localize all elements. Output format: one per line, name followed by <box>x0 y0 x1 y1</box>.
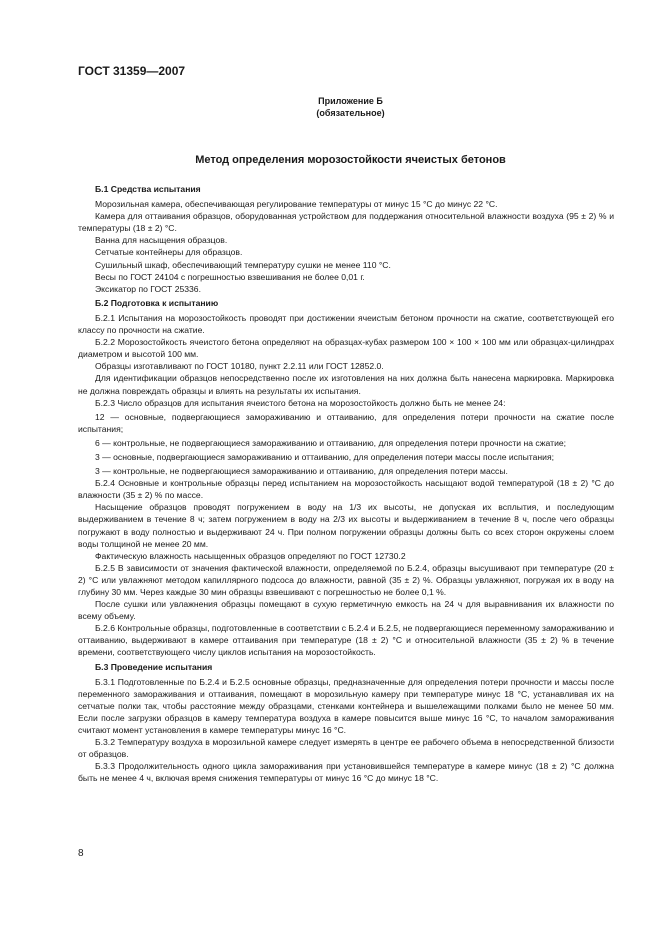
standard-header: ГОСТ 31359—2007 <box>78 64 186 78</box>
paragraph: 3 — контрольные, не подвергающиеся замораживанию и оттаиванию, для определения потери массы. <box>95 466 508 477</box>
section-heading: Б.1 Средства испытания <box>95 184 201 194</box>
paragraph: Б.2.2 Морозостойкость ячеистого бетона определяют на образцах-кубах размером 100 × 100 × 100 мм или образцах-цилиндрах диаметром и высотой 100 мм. <box>78 337 614 360</box>
paragraph: Б.2.5 В зависимости от значения фактической влажности, определяемой по Б.2.4, образцы высушивают при температуре (20 ± 2) °С или увлажняют методом капиллярного подсоса до влажности, равной (35 ± 2) %. Образцы увлажняют, погружая их в воду на глубину 30 мм. Через каждые 30 мин образцы взвешивают с погрешностью не более 0,1 %. <box>78 562 614 597</box>
page-title: Метод определения морозостойкости ячеистых бетонов <box>195 154 506 166</box>
section-heading: Б.2 Подготовка к испытанию <box>95 297 219 308</box>
paragraph: Б.3.1 Подготовленные по Б.2.4 и Б.2.5 основные образцы, предназначенные для определения потери прочности и массы после переменного замораживания и оттаивания, помещают в морозильную камеру при температуре минус 18 °С, устанавливая их на сетчатые полки так, чтобы расстояние между образцами, стенками контейнера и вышележащими полками было не менее 50 мм. Если после загрузки образцов в камеру температура воздуха в камере повысится выше минус 16 °С, то началом замораживания считают момент установления в камере температуры минус 16 °С. <box>78 676 614 736</box>
paragraph: Весы по ГОСТ 24104 с погрешностью взвешивания не более 0,01 г. <box>95 271 365 282</box>
appendix-label: Приложение Б <box>318 96 383 106</box>
paragraph: Морозильная камера, обеспечивающая регулирование температуры от минус 15 °С до минус 22 °С. <box>95 199 498 210</box>
section-heading: Б.3 Проведение испытания <box>95 661 213 672</box>
paragraph: Сушильный шкаф, обеспечивающий температуру сушки не менее 110 °С. <box>95 259 391 270</box>
paragraph: Камера для оттаивания образцов, оборудованная устройством для поддержания относительной влажности воздуха (95 ± 2) % и температуры (18 ± 2) °С. <box>78 211 614 234</box>
paragraph: Эксикатор по ГОСТ 25336. <box>95 283 201 294</box>
paragraph: 3 — основные, подвергающиеся замораживанию и оттаиванию, для определения потери массы после испытания; <box>95 451 555 462</box>
paragraph: Б.3.3 Продолжительность одного цикла замораживания при установившейся температуре в камере минус (18 ± 2) °С должна быть не менее 4 ч, включая время снижения температуры от минус 16 °С до минус 18 °С. <box>78 761 614 784</box>
paragraph: Для идентификации образцов непосредственно после их изготовления на них должна быть нанесена маркировка. Маркировка не должна повреждать образцы и влиять на результаты их испытания. <box>78 373 614 396</box>
paragraph: Насыщение образцов проводят погружением в воду на 1/3 их высоты, не допуская их всплытия, и последующим выдерживанием в течение 8 ч; затем погружением в воду на 2/3 их высоты и выдерживанием в течение 8 ч, после чего образцы погружают в воду полностью и выдерживают 24 ч. При полном погружении образцы должны быть со всех сторон окружены слоем воды толщиной не менее 20 мм. <box>78 502 614 549</box>
paragraph: Б.2.4 Основные и контрольные образцы перед испытанием на морозостойкость насыщают водой температурой (18 ± 2) °С до влажности (35 ± 2) % по массе. <box>78 478 614 501</box>
paragraph: После сушки или увлажнения образцы помещают в сухую герметичную емкость на 24 ч для выравнивания их влажности по всему объему. <box>78 599 614 622</box>
paragraph: Ванна для насыщения образцов. <box>95 235 228 246</box>
paragraph: Б.2.6 Контрольные образцы, подготовленные в соответствии с Б.2.4 и Б.2.5, не подвергающиеся переменному замораживанию и оттаиванию, выдерживают в камере оттаивания при температуре (18 ± 2) °С и относительной влажности (35 ± 2) % в течение времени, соответствующего числу циклов испытания на морозостойкость. <box>78 623 614 658</box>
page-number: 8 <box>78 848 84 859</box>
paragraph: 6 — контрольные, не подвергающиеся замораживанию и оттаиванию, для определения потери прочности на сжатие; <box>95 437 567 448</box>
document-body <box>78 181 614 785</box>
paragraph: Образцы изготавливают по ГОСТ 10180, пункт 2.2.11 или ГОСТ 12852.0. <box>95 361 384 372</box>
paragraph: Б.2.3 Число образцов для испытания ячеистого бетона на морозостойкость должно быть не менее 24: <box>95 397 506 408</box>
appendix-status: (обязательное) <box>316 108 385 118</box>
paragraph: Б.2.1 Испытания на морозостойкость проводят при достижении ячеистым бетоном прочности на сжатие, соответствующей его классу по прочности на сжатие. <box>78 312 614 336</box>
paragraph: 12 — основные, подвергающиеся замораживанию и оттаиванию, для определения потери прочности на сжатие после испытания; <box>78 411 614 434</box>
paragraph: Б.3.2 Температуру воздуха в морозильной камере следует измерять в центре ее рабочего объема в непосредственной близости от образцов. <box>78 737 614 760</box>
paragraph: Фактическую влажность насыщенных образцов определяют по ГОСТ 12730.2 <box>95 550 406 561</box>
paragraph: Сетчатые контейнеры для образцов. <box>95 247 243 258</box>
